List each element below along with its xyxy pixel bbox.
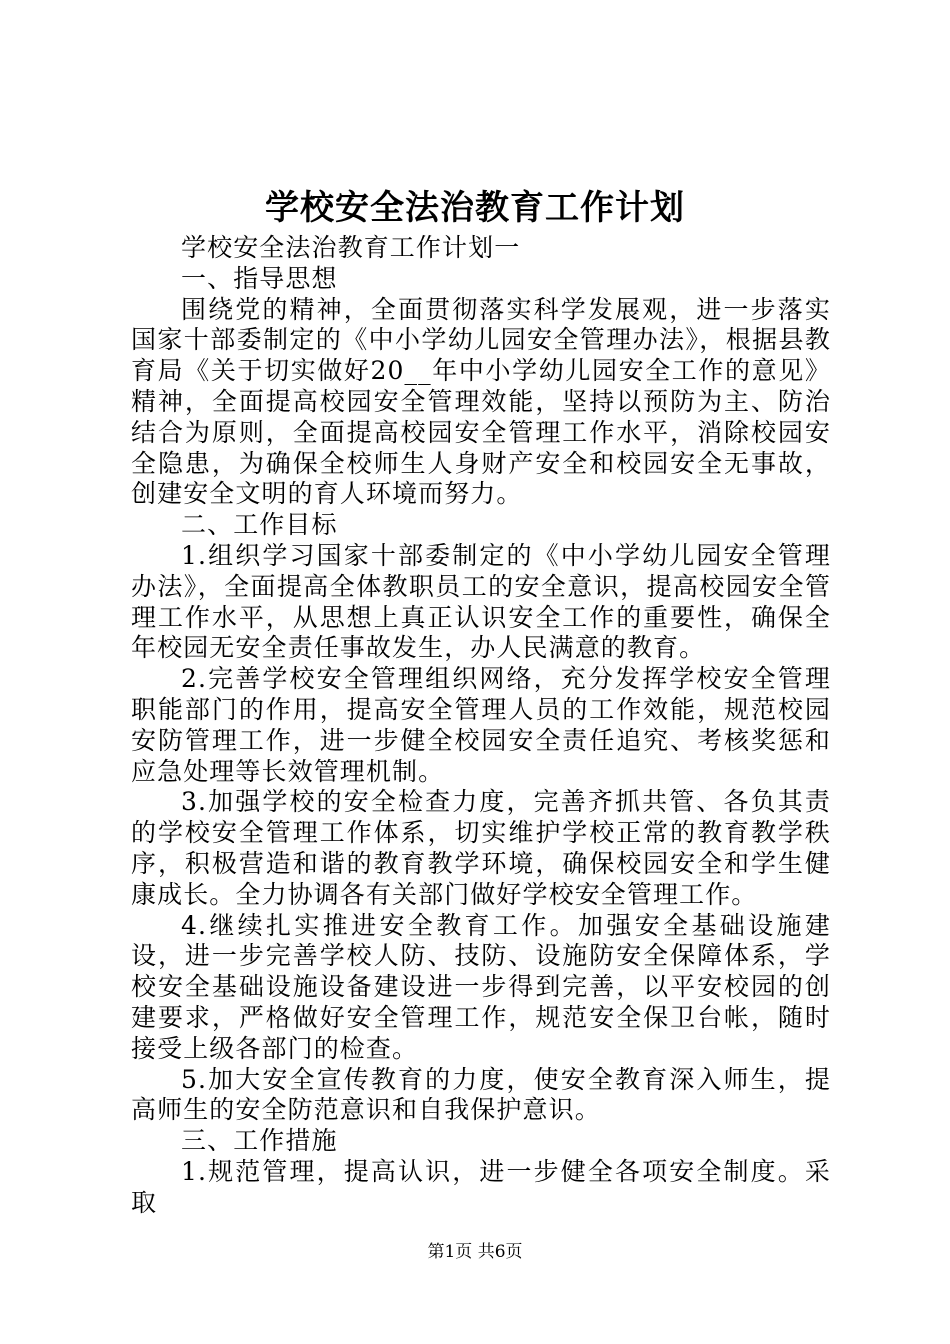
section-heading-1: 一、指导思想 <box>181 263 338 293</box>
paragraph: 1.组织学习国家十部委制定的《中小学幼儿园安全管理办法》，全面提高全体教职员工的安全意识，提高校园安全管理工作水平，从思想上真正认识安全工作的重要性，确保全年校园无安全责任事故发生，办人民满意的教育。 <box>131 540 831 663</box>
paragraph-subtitle: 学校安全法治教育工作计划一 <box>181 233 521 262</box>
document-body <box>131 233 831 1219</box>
section-heading-3: 三、工作措施 <box>181 1126 338 1156</box>
section-heading-2: 二、工作目标 <box>181 510 338 540</box>
paragraph: 围绕党的精神，全面贯彻落实科学发展观，进一步落实国家十部委制定的《中小学幼儿园安全管理办法》，根据县教育局《关于切实做好20__年中小学幼儿园安全工作的意见》精神，全面提高校园安全管理效能，坚持以预防为主、防治结合为原则，全面提高校园安全管理工作水平，消除校园安全隐患，为确保全校师生人身财产安全和校园安全无事故，创建安全文明的育人环境而努力。 <box>131 294 831 509</box>
page-footer: 第1页 共6页 <box>427 1242 523 1262</box>
paragraph: 2.完善学校安全管理组织网络，充分发挥学校安全管理职能部门的作用，提高安全管理人员的工作效能，规范校园安防管理工作，进一步健全校园安全责任追究、考核奖惩和应急处理等长效管理机制。 <box>131 664 831 786</box>
paragraph: 5.加大安全宣传教育的力度，使安全教育深入师生，提高师生的安全防范意识和自我保护意识。 <box>131 1064 831 1125</box>
paragraph: 1.规范管理，提高认识，进一步健全各项安全制度。采取 <box>131 1156 831 1217</box>
paragraph: 4.继续扎实推进安全教育工作。加强安全基础设施建设，进一步完善学校人防、技防、设施防安全保障体系，学校安全基础设施设备建设进一步得到完善，以平安校园的创建要求，严格做好安全管理工作，规范安全保卫台帐，随时接受上级各部门的检查。 <box>131 910 831 1063</box>
document-title: 学校安全法治教育工作计划 <box>265 188 685 228</box>
paragraph: 3.加强学校的安全检查力度，完善齐抓共管、各负其责的学校安全管理工作体系，切实维护学校正常的教育教学秩序，积极营造和谐的教育教学环境，确保校园安全和学生健康成长。全力协调各有关部门做好学校安全管理工作。 <box>131 787 831 909</box>
